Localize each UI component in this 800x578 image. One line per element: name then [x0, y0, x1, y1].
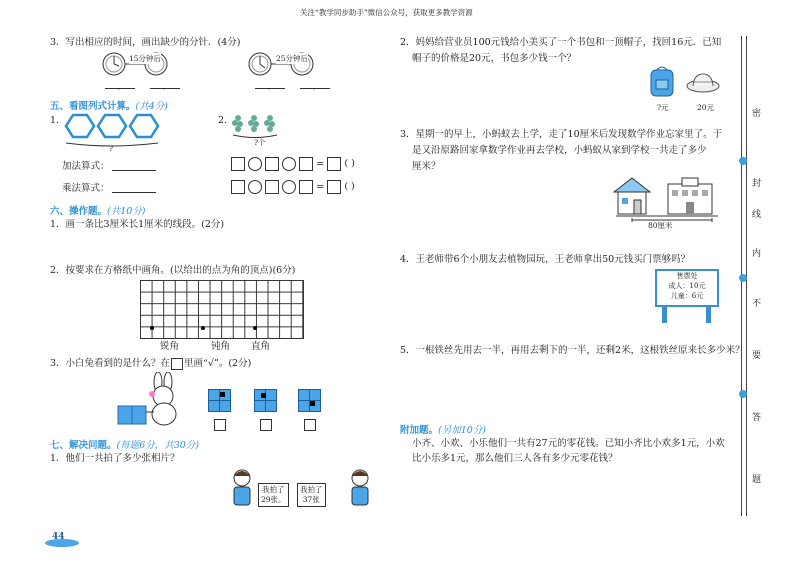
- grapes-figure: [230, 110, 290, 140]
- angle-label-obtuse: 钝角: [211, 341, 231, 352]
- view-option-3: [298, 389, 322, 417]
- house-icon: [614, 178, 650, 214]
- operator-circle[interactable]: [248, 180, 262, 194]
- clock-blanks: [105, 88, 340, 89]
- multiplication-label: 乘法算式：: [62, 183, 110, 194]
- seal-char: 答: [752, 413, 762, 423]
- addition-answer-line[interactable]: [112, 170, 156, 171]
- multiplication-equation-boxes: [231, 180, 355, 194]
- grape-bunch-icon: [264, 115, 275, 132]
- equals-sign: =: [316, 158, 325, 170]
- s5-q2-number: 2.: [218, 115, 228, 126]
- check-box-sample: [171, 358, 183, 370]
- backpack-icon: [651, 67, 673, 96]
- vertex-dot: [201, 326, 205, 330]
- vertex-dot: [253, 326, 257, 330]
- clock-label-25: 25分钟后: [276, 54, 309, 63]
- seal-char: 不: [752, 299, 762, 309]
- bag-price-label: ?元: [657, 103, 669, 112]
- seal-char: 封: [752, 179, 762, 189]
- cube-view-icon: [254, 389, 278, 413]
- seal-char: 要: [752, 351, 762, 361]
- angle-grid-paper[interactable]: [140, 280, 304, 339]
- section-6-heading: [50, 203, 146, 217]
- bubble-line: 37张: [302, 495, 320, 504]
- unit-paren: ( ): [344, 181, 355, 192]
- r-q2-line2: 帽子的价格是20元，书包多少钱一个？: [412, 53, 577, 64]
- s6-q3-pre: 3．小白兔看到的是什么？在: [50, 358, 171, 369]
- hexagon-icon: [66, 115, 94, 137]
- addition-equation-boxes: [231, 157, 355, 171]
- answer-box[interactable]: [327, 157, 341, 171]
- multiplication-answer-line[interactable]: [112, 192, 156, 193]
- s6-q1-text: 1．画一条比3厘米长1厘米的线段。(2分): [50, 219, 225, 230]
- angle-label-right: 直角: [251, 341, 271, 352]
- section-points: (另加10分): [438, 425, 487, 436]
- section-5-heading: [50, 98, 168, 112]
- bonus-line1: 小齐、小欢、小乐他们一共有27元的零花钱。已知小齐比小欢多1元，小欢: [412, 438, 725, 449]
- view-option-1: [208, 389, 232, 417]
- sign-post-right: [706, 305, 711, 323]
- answer-box[interactable]: [327, 180, 341, 194]
- s6-q3-post: 里画“√”。(2分): [184, 358, 252, 369]
- answer-box[interactable]: [299, 180, 313, 194]
- blank-mark: ,: [268, 82, 271, 91]
- boy-icon: [234, 470, 250, 505]
- bubble-line: 我拍了: [300, 485, 323, 494]
- seal-char: 线: [752, 210, 762, 220]
- check-box[interactable]: [304, 419, 316, 431]
- section-title: 附加题。: [400, 425, 439, 436]
- r-q3-line1: 3．星期一的早上，小蚂蚁去上学，走了10厘米后发现数学作业忘家里了。于: [400, 129, 723, 140]
- ticket-sign: [655, 269, 719, 307]
- seal-char: 密: [752, 109, 762, 119]
- operator-circle[interactable]: [282, 157, 296, 171]
- bonus-heading: [400, 422, 486, 436]
- answer-box[interactable]: [265, 180, 279, 194]
- grape-bunch-icon: [248, 115, 259, 132]
- seal-char: 题: [752, 475, 762, 485]
- angle-label-acute: 锐角: [160, 341, 180, 352]
- answer-box[interactable]: [265, 157, 279, 171]
- page-number-badge: [44, 534, 84, 548]
- r-q2-line1: 2．妈妈给营业员100元钱给小美买了一个书包和一顶帽子，找回16元．已知: [400, 37, 722, 48]
- operator-circle[interactable]: [248, 157, 262, 171]
- hat-price-label: 20元: [697, 103, 715, 112]
- r-q5-text: 5．一根铁丝先用去一半，再用去剩下的一半，还剩2米，这根铁丝原来长多少米？: [400, 345, 745, 356]
- r-q4-text: 4．王老师带6个小朋友去植物园玩，王老师拿出50元钱买门票够吗？: [400, 254, 691, 265]
- bag-hat-illustration: [648, 64, 720, 102]
- rabbit-illustration: [116, 372, 188, 426]
- s5-q1-question-mark: ?: [109, 144, 114, 153]
- q3-clock-text: 3．写出相应的时间，画出缺少的分针．(4分): [50, 37, 241, 48]
- s5-q1-number: 1.: [50, 115, 60, 126]
- s7-q1-text: 1．他们一共拍了多少张相片？: [50, 453, 180, 464]
- seal-dot: [739, 157, 747, 165]
- blank-mark: ,: [163, 82, 166, 91]
- cube-view-icon: [208, 389, 232, 413]
- r-q3-line2: 是又沿原路回家拿数学作业再去学校，小蚂蚁从家到学校一共走了多少: [412, 145, 707, 156]
- sign-child-price: 儿童：6元: [670, 292, 704, 300]
- sign-title: 售票处: [676, 272, 698, 280]
- check-box[interactable]: [214, 419, 226, 431]
- seal-char: 内: [752, 249, 762, 259]
- page-header: 关注“教学同步助手”微信公众号，获取更多教学资源: [300, 8, 473, 17]
- section-points: (共4分): [135, 101, 168, 112]
- hexagons-figure: [62, 112, 166, 152]
- section-title: 七、解决问题。: [50, 440, 117, 451]
- bubble-line: 29张。: [261, 495, 286, 504]
- speech-bubble-1: [258, 483, 289, 507]
- section-points: (共10分): [107, 206, 146, 217]
- r-q3-line3: 厘米？: [412, 161, 441, 172]
- blank-mark: ,: [118, 82, 121, 91]
- unit-paren: ( ): [344, 158, 355, 169]
- hexagon-icon: [98, 115, 126, 137]
- answer-box[interactable]: [231, 157, 245, 171]
- check-box[interactable]: [260, 419, 272, 431]
- vertex-dot: [150, 326, 154, 330]
- section-title: 五、看图列式计算。: [50, 101, 136, 112]
- section-title: 六、操作题。: [50, 206, 108, 217]
- seal-dot: [739, 390, 747, 398]
- distance-label: 80厘米: [648, 221, 673, 230]
- clock-icon: [103, 53, 125, 75]
- hexagon-icon: [130, 115, 158, 137]
- equals-sign: =: [316, 181, 325, 193]
- page-number: 44: [52, 532, 65, 542]
- grape-bunch-icon: [232, 115, 243, 132]
- operator-circle[interactable]: [282, 180, 296, 194]
- blank-mark: ,: [313, 82, 316, 91]
- answer-box[interactable]: [231, 180, 245, 194]
- view-option-2: [254, 389, 278, 417]
- section-7-heading: [50, 437, 199, 451]
- s6-q2-text: 2．按要求在方格纸中画角。(以给出的点为角的顶点)(6分): [50, 265, 296, 276]
- school-icon: [668, 178, 712, 214]
- hat-icon: [687, 74, 719, 92]
- bonus-line2: 比小乐多1元，那么他们三人各有多少元零花钱？: [412, 453, 618, 464]
- section-points: (每题6分，共30分): [116, 440, 200, 451]
- s5-q2-caption: ?个: [254, 138, 266, 147]
- speech-bubble-2: [297, 483, 326, 507]
- girl-icon: [352, 470, 368, 505]
- answer-box[interactable]: [299, 157, 313, 171]
- clock-label-15: 15分钟后: [129, 54, 162, 63]
- s6-q3-text: [50, 357, 251, 371]
- sign-adult-price: 成人：10元: [668, 282, 706, 290]
- seal-dot: [739, 274, 747, 282]
- addition-label: 加法算式：: [62, 161, 110, 172]
- cube-view-icon: [298, 389, 322, 413]
- sign-post-left: [662, 305, 667, 323]
- clock-icon: [249, 53, 271, 75]
- bubble-line: 我拍了: [262, 485, 285, 494]
